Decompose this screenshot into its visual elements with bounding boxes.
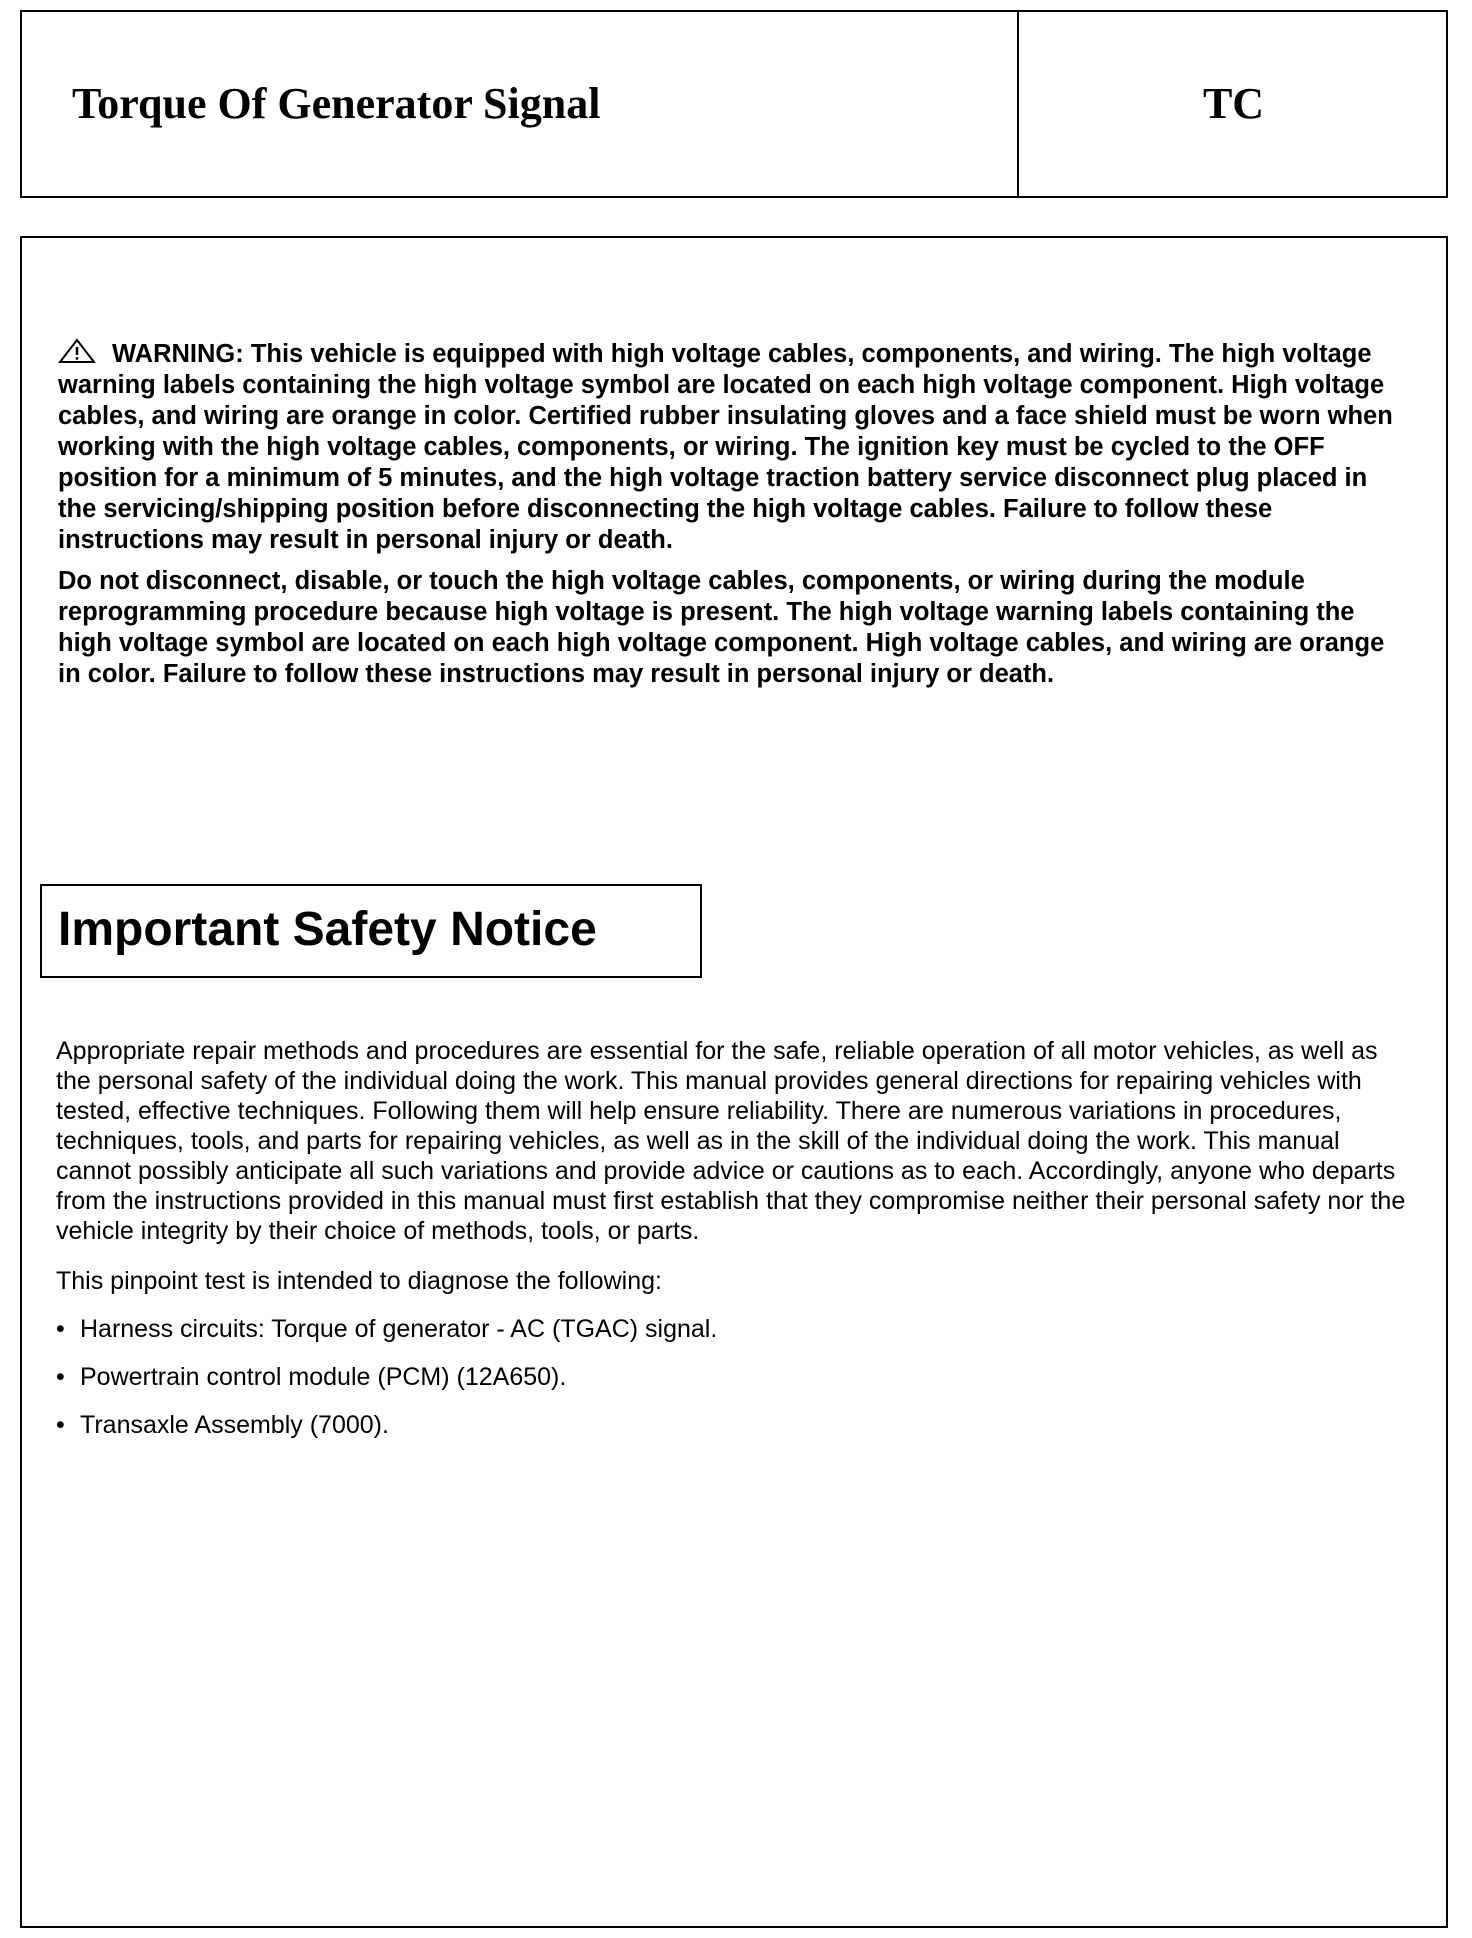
bullet-icon: •: [56, 1411, 65, 1439]
warning-paragraph-2: Do not disconnect, disable, or touch the high voltage cables, components, or wiring during the module reprogramming procedure because high voltage is present. The high voltage warning labels containing the high voltage symbol are located on each high voltage component. High voltage cables, and wiring are orange in color. Failure to follow these instructions may result in personal injury or death.: [58, 567, 1385, 688]
bullet-icon: •: [56, 1315, 65, 1343]
safety-notice-paragraph: Appropriate repair methods and procedures are essential for the safe, reliable operation of all motor vehicles, as well as the personal safety of the individual doing the work. This manual provides general directions for repairing vehicles with tested, effective techniques. Following them will help ensure reliability. There are numerous variations in procedures, techniques, tools, and parts for repairing vehicles, as well as in the skill of the individual doing the work. This manual cannot possibly anticipate all such variations and provide advice or cautions as to each. Accordingly, anyone who departs from the instructions provided in this manual must first establish that they compromise neither their personal safety nor the vehicle integrity by their choice of methods, tools, or parts.: [56, 1037, 1406, 1245]
warning-block: [58, 338, 1408, 690]
diagnosis-list: [56, 1314, 1416, 1440]
list-item-text: Powertrain control module (PCM) (12A650).: [80, 1363, 567, 1391]
list-item: [56, 1362, 1416, 1392]
list-item: [56, 1410, 1416, 1440]
safety-notice-title: Important Safety Notice: [58, 903, 597, 956]
warning-text-1: WARNING: This vehicle is equipped with high voltage cables, components, and wiring. The high voltage warning labels containing the high voltage symbol are located on each high voltage component. High voltage cables, and wiring are orange in color. Certified rubber insulating gloves and a face shield must be worn when working with the high voltage cables, components, or wiring. The ignition key must be cycled to the OFF position for a minimum of 5 minutes, and the high voltage traction battery service disconnect plug placed in the servicing/shipping position before disconnecting the high voltage cables. Failure to follow these instructions may result in personal injury or death.: [58, 340, 1393, 554]
page-title: Torque Of Generator Signal: [72, 79, 601, 128]
warning-paragraph-1: [58, 338, 1408, 556]
pinpoint-test-intro: This pinpoint test is intended to diagnose the following:: [56, 1267, 662, 1295]
list-item-text: Transaxle Assembly (7000).: [80, 1411, 389, 1439]
bullet-icon: •: [56, 1363, 65, 1391]
list-item-text: Harness circuits: Torque of generator - AC (TGAC) signal.: [80, 1315, 718, 1343]
list-item: [56, 1314, 1416, 1344]
section-code: TC: [1202, 79, 1265, 128]
warning-triangle-icon: [58, 338, 96, 364]
safety-notice-body: [56, 1036, 1416, 1458]
